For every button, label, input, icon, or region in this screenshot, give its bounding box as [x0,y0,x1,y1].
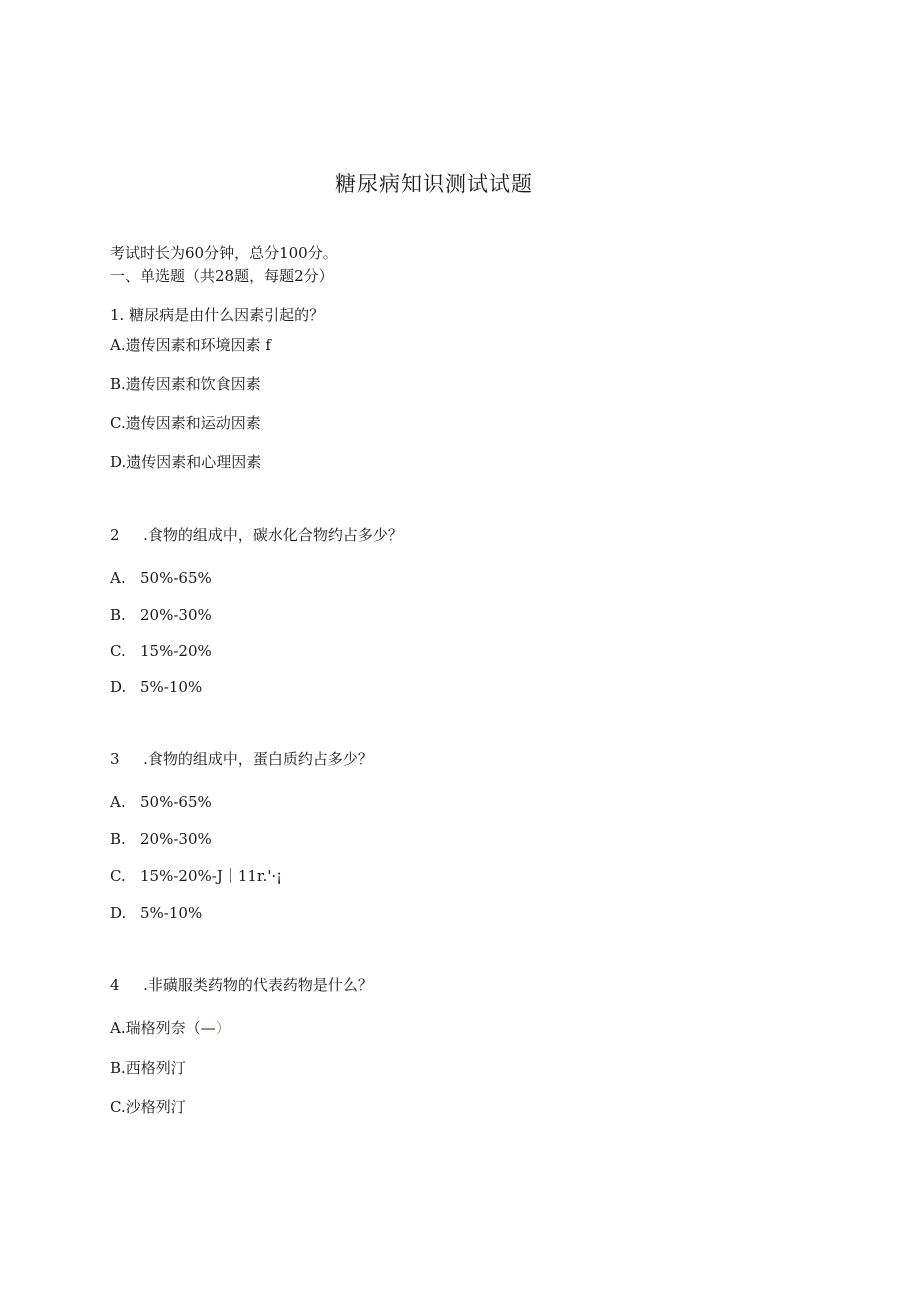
question-1-option-d: D.遗传因素和心理因素 [110,453,262,471]
exam-intro: 考试时长为60分钟，总分100分。 [110,244,338,262]
option-value: 20%-30% [140,830,212,848]
question-4-number: 4 [110,976,120,994]
question-3-text: .食物的组成中，蛋白质约占多少？ [143,750,373,768]
question-4-option-c: C.沙格列汀 [110,1098,186,1116]
question-3-number: 3 [110,750,120,768]
option-letter: A. [110,569,126,587]
option-letter: A. [110,793,126,811]
option-letter: D. [110,904,127,922]
question-4-option-a [110,1019,231,1037]
option-value: 20%-30% [140,606,212,624]
option-value: 15%-20% [140,642,212,660]
option-mark: ） [215,1019,231,1037]
question-2-option-c [110,642,212,660]
option-value: 50%-65% [140,569,212,587]
document-title: 糖尿病知识测试试题 [335,172,533,196]
question-4-text: .非磺服类药物的代表药物是什么？ [143,976,373,994]
question-3-option-c [110,867,282,885]
option-text: A.瑞格列奈（— [110,1019,216,1037]
question-3-option-b [110,830,212,848]
question-2-option-d [110,678,202,696]
option-letter: D. [110,678,127,696]
question-2-option-a [110,569,212,587]
question-2-header [110,526,403,544]
question-3-header [110,750,373,768]
question-1-text: 1. 糖尿病是由什么因素引起的？ [110,306,325,324]
option-letter: B. [110,606,126,624]
question-2-number: 2 [110,526,120,544]
question-3-option-d [110,904,202,922]
question-4-header [110,976,373,994]
option-letter: C. [110,867,126,885]
option-value: 5%-10% [140,678,203,696]
option-value: 50%-65% [140,793,212,811]
option-letter: B. [110,830,126,848]
question-1-option-a: A.遗传因素和环境因素 f [110,336,271,354]
option-letter: C. [110,642,126,660]
option-value: 15%-20%-J｜11r.'·¡ [140,867,283,885]
option-value: 5%-10% [140,904,203,922]
section-heading: 一、单选题（共28题，每题2分） [110,267,334,285]
question-3-option-a [110,793,212,811]
question-4-option-b: B.西格列汀 [110,1059,186,1077]
question-2-text: .食物的组成中，碳水化合物约占多少？ [143,526,403,544]
question-1-option-c: C.遗传因素和运动因素 [110,414,261,432]
question-1-option-b: B.遗传因素和饮食因素 [110,375,261,393]
question-2-option-b [110,606,212,624]
